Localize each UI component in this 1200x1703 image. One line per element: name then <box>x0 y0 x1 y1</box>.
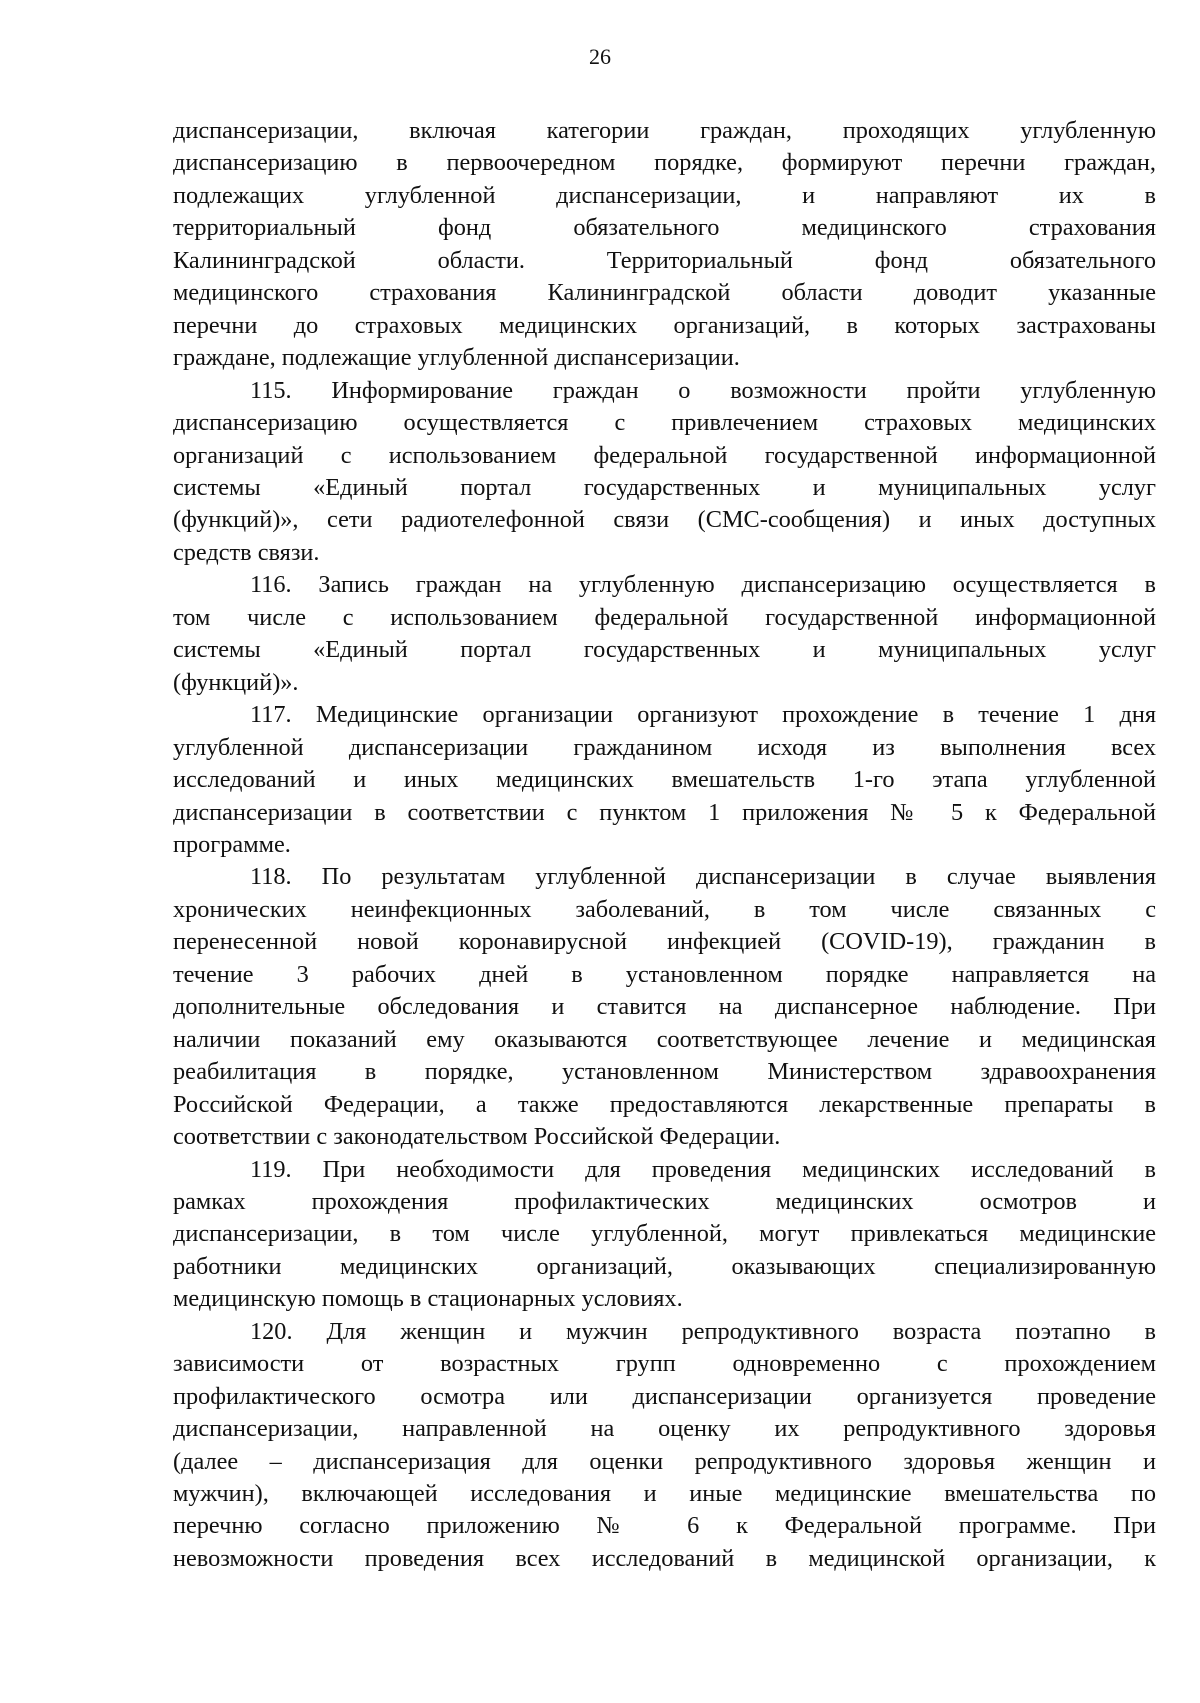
text-line: том числе с использованием федеральной государственной информационной <box>173 603 1156 631</box>
paragraph-119 <box>173 1154 1156 1316</box>
text-line: 120. Для женщин и мужчин репродуктивного возраста поэтапно в <box>250 1317 1156 1345</box>
text-line: невозможности проведения всех исследований в медицинской организации, к <box>173 1544 1156 1572</box>
text-line: 119. При необходимости для проведения медицинских исследований в <box>250 1155 1156 1183</box>
text-line: (функций)». <box>173 668 299 696</box>
paragraph-120 <box>173 1316 1156 1576</box>
text-line: мужчин), включающей исследования и иные медицинские вмешательства по <box>173 1480 1156 1508</box>
text-line: Калининградской области. Территориальный фонд обязательного <box>173 246 1156 274</box>
text-line: территориальный фонд обязательного медицинского страхования <box>173 214 1156 242</box>
text-line: 118. По результатам углубленной диспансеризации в случае выявления <box>250 863 1156 891</box>
text-line: углубленной диспансеризации гражданином исходя из выполнения всех <box>173 733 1156 761</box>
page-number: 26 <box>589 44 611 69</box>
paragraph-118 <box>173 861 1156 1153</box>
text-line: исследований и иных медицинских вмешательств 1-го этапа углубленной <box>173 766 1156 794</box>
text-line: 117. Медицинские организации организуют прохождение в течение 1 дня <box>250 701 1156 729</box>
text-line: программе. <box>173 830 291 858</box>
text-line: работники медицинских организаций, оказывающих специализированную <box>173 1252 1156 1280</box>
text-line: Российской Федерации, а также предоставляются лекарственные препараты в <box>173 1090 1156 1118</box>
text-line: средств связи. <box>173 538 320 566</box>
text-line: зависимости от возрастных групп одновременно с прохождением <box>173 1350 1156 1378</box>
text-line: перечни до страховых медицинских организаций, в которых застрахованы <box>173 311 1156 339</box>
text-line: дополнительные обследования и ставится на диспансерное наблюдение. При <box>173 993 1156 1021</box>
text-line: системы «Единый портал государственных и муниципальных услуг <box>173 636 1156 664</box>
paragraph-cont <box>173 115 1156 375</box>
text-line: перенесенной новой коронавирусной инфекцией (COVID-19), гражданин в <box>173 928 1156 956</box>
text-line: 115. Информирование граждан о возможности пройти углубленную <box>250 376 1156 404</box>
text-line: подлежащих углубленной диспансеризации, и направляют их в <box>173 181 1156 209</box>
text-line: организаций с использованием федеральной государственной информационной <box>173 441 1156 469</box>
paragraph-115 <box>173 375 1156 570</box>
text-line: перечню согласно приложению № 6 к Федеральной программе. При <box>173 1512 1156 1540</box>
document-body <box>173 115 1156 1575</box>
text-line: реабилитация в порядке, установленном Министерством здравоохранения <box>173 1058 1156 1086</box>
text-line: профилактического осмотра или диспансеризации организуется проведение <box>173 1382 1156 1410</box>
text-line: наличии показаний ему оказываются соответствующее лечение и медицинская <box>173 1025 1156 1053</box>
paragraph-116 <box>173 569 1156 699</box>
text-line: диспансеризации, в том числе углубленной, могут привлекаться медицинские <box>173 1220 1156 1248</box>
text-line: (далее – диспансеризация для оценки репродуктивного здоровья женщин и <box>173 1447 1156 1475</box>
text-line: медицинскую помощь в стационарных условиях. <box>173 1285 683 1313</box>
text-line: граждане, подлежащие углубленной диспансеризации. <box>173 344 740 372</box>
text-line: (функций)», сети радиотелефонной связи (СМС-сообщения) и иных доступных <box>173 506 1156 534</box>
paragraph-117 <box>173 699 1156 861</box>
text-line: диспансеризацию в первоочередном порядке, формируют перечни граждан, <box>173 149 1156 177</box>
text-line: диспансеризации, включая категории граждан, проходящих углубленную <box>173 117 1156 144</box>
text-line: хронических неинфекционных заболеваний, в том числе связанных с <box>173 895 1156 923</box>
text-line: системы «Единый портал государственных и муниципальных услуг <box>173 473 1156 501</box>
text-line: течение 3 рабочих дней в установленном порядке направляется на <box>173 960 1156 988</box>
text-line: 116. Запись граждан на углубленную диспансеризацию осуществляется в <box>250 571 1156 599</box>
text-line: рамках прохождения профилактических медицинских осмотров и <box>173 1187 1156 1215</box>
text-line: соответствии с законодательством Российской Федерации. <box>173 1123 781 1151</box>
text-line: диспансеризации, направленной на оценку их репродуктивного здоровья <box>173 1415 1156 1443</box>
text-line: диспансеризации в соответствии с пунктом 1 приложения № 5 к Федеральной <box>173 798 1156 826</box>
text-line: медицинского страхования Калининградской области доводит указанные <box>173 279 1156 307</box>
text-line: диспансеризацию осуществляется с привлечением страховых медицинских <box>173 409 1156 437</box>
